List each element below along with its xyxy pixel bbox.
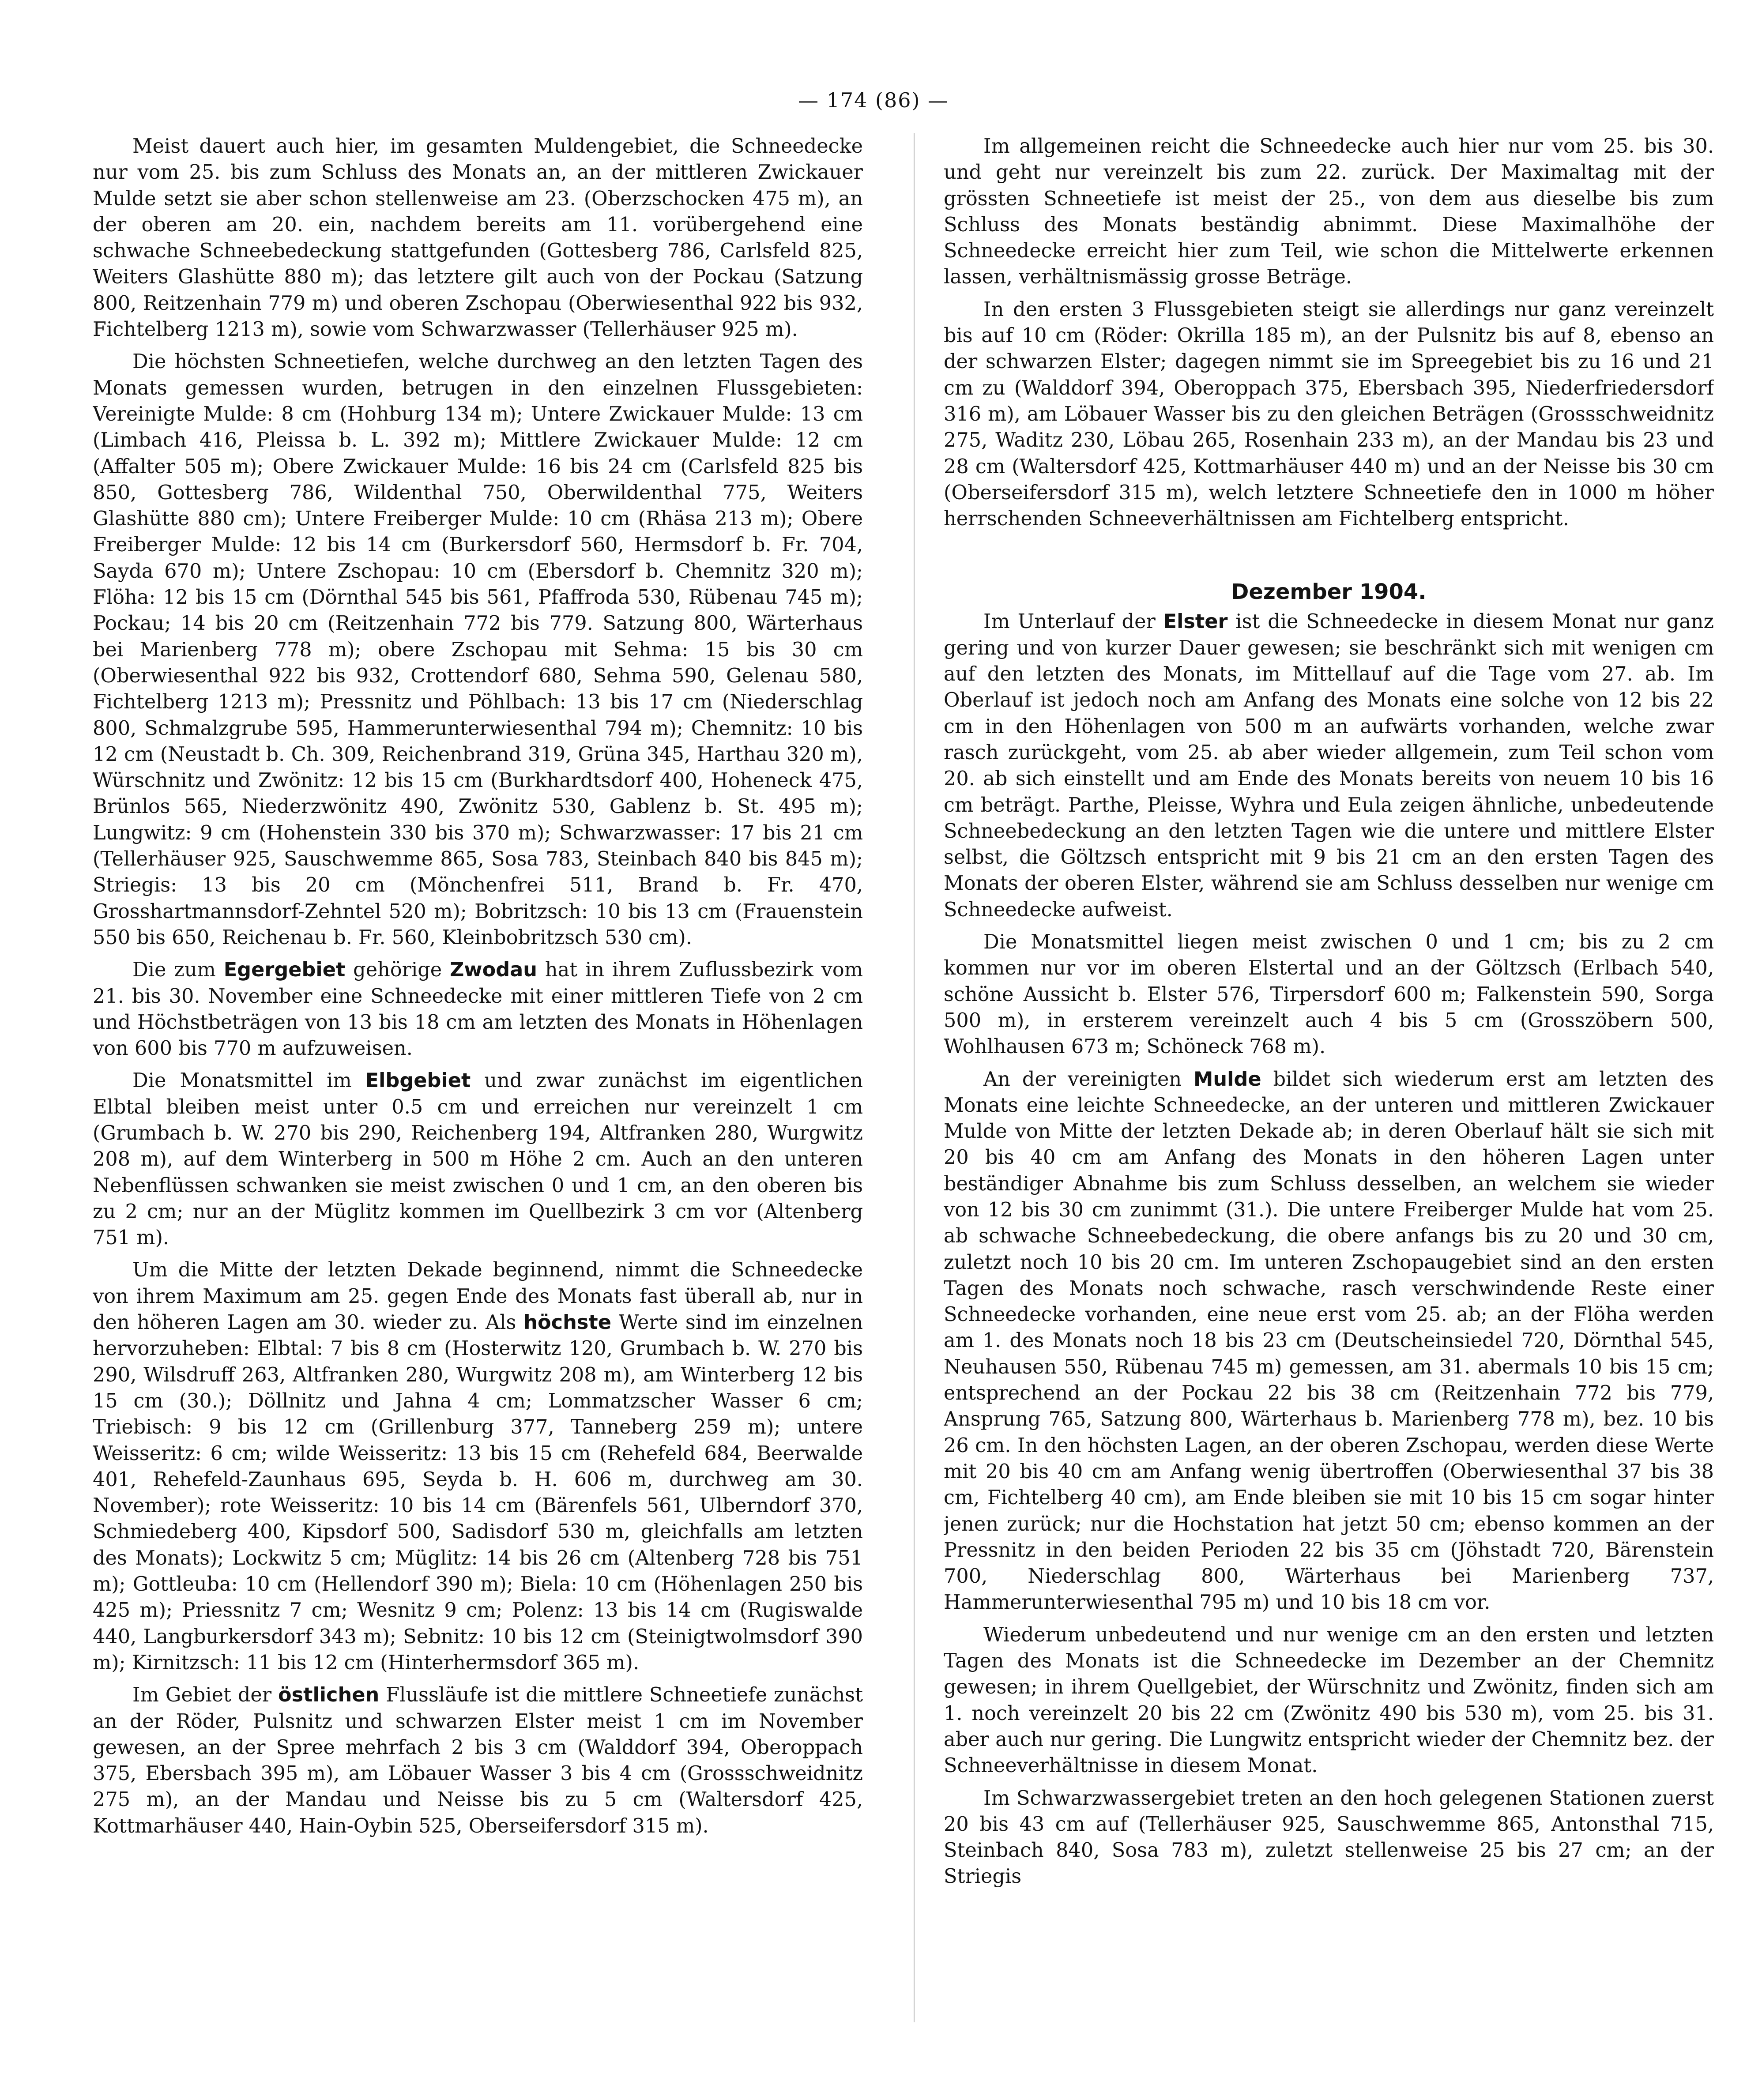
paragraph: [944, 1622, 1714, 1779]
text-run: Die zum: [132, 958, 224, 982]
column-divider: [914, 133, 915, 2022]
text-run: und zwar zunächst im eigentlichen Elbtal bleiben meist unter 0.5 cm und erreichen nur vereinzelt 1 cm (Grumbach b. W. 270 bis 290, Reichenberg 194, Altfranken 280, Wurgwitz 208 m), auf dem Winterberg in 500 m Höhe 2 cm. Auch an den unteren Nebenflüssen schwanken sie meist zwischen 0 und 1 cm, an den oberen bis zu 2 cm; nur an der Müglitz kommen im Quellbezirk 3 cm vor (Altenberg 751 m).: [93, 1069, 863, 1249]
text-run: Im Gebiet der: [132, 1683, 278, 1707]
paragraph: [944, 297, 1714, 532]
text-run: Um die Mitte der letzten Dekade beginnend, nimmt die Schneedecke von ihrem Maximum am 25. gegen Ende des Monats fast überall ab, nur in den höheren Lagen am 30. wieder zu. Als: [93, 1258, 863, 1334]
paragraph: [944, 1785, 1714, 1890]
paragraph: [944, 1066, 1714, 1616]
paragraph: [93, 1257, 863, 1676]
text-run: gehörige: [345, 958, 450, 982]
paragraph: [944, 133, 1714, 290]
emphasized-term: höchste: [523, 1311, 611, 1334]
text-run: Die Monatsmittel im: [132, 1069, 365, 1092]
emphasized-term: Elster: [1163, 610, 1228, 633]
text-run: An der vereinigten: [983, 1067, 1194, 1091]
text-run: Werte sind im einzelnen hervorzuheben: Elbtal: 7 bis 8 cm (Hosterwitz 120, Grumbach b. W. 270 bis 290, Wilsdruff 263, Altfranken 280, Wurgwitz 208 m), am Winterberg 12 bis 15 cm (30.); Döllnitz und Jahna 4 cm; Lommatzscher Wasser 6 cm; Triebisch: 9 bis 12 cm (Grillenburg 377, Tanneberg 259 m); untere Weisseritz: 6 cm; wilde Weisseritz: 13 bis 15 cm (Rehefeld 684, Beerwalde 401, Rehefeld-Zaunhaus 695, Seyda b. H. 606 m, durchweg am 30. November); rote Weisseritz: 10 bis 14 cm (Bärenfels 561, Ulberndorf 370, Schmiedeberg 400, Kipsdorf 500, Sadisdorf 530 m, gleichfalls am letzten des Monats); Lockwitz 5 cm; Müglitz: 14 bis 26 cm (Altenberg 728 bis 751 m); Gottleuba: 10 cm (Hellendorf 390 m); Biela: 10 cm (Höhenlagen 250 bis 425 m); Priessnitz 7 cm; Wesnitz 9 cm; Polenz: 13 bis 14 cm (Rugiswalde 440, Langburkersdorf 343 m); Sebnitz: 10 bis 12 cm (Steinigtwolmsdorf 390 m); Kirnitzsch: 11 bis 12 cm (Hinterhermsdorf 365 m).: [93, 1311, 863, 1674]
right-column: [944, 133, 1714, 2009]
paragraph: [944, 929, 1714, 1060]
left-column: [93, 133, 863, 2009]
emphasized-term: Zwodau: [450, 958, 538, 982]
paragraph: [944, 609, 1714, 923]
paragraph: [93, 957, 863, 1061]
text-run: Meist dauert auch hier, im gesamten Muldengebiet, die Schneedecke nur vom 25. bis zum Schluss des Monats an, an der mittleren Zwickauer Mulde setzt sie aber schon stellenweise am 23. (Oberzschocken 475 m), an der oberen am 20. ein, nachdem bereits am 11. vorübergehend eine schwache Schneebedeckung stattgefunden (Gottesberg 786, Carlsfeld 825, Weiters Glashütte 880 m); das letztere gilt auch von der Pockau (Satzung 800, Reitzenhain 779 m) und oberen Zschopau (Oberwiesenthal 922 bis 932, Fichtelberg 1213 m), sowie vom Schwarzwasser (Tellerhäuser 925 m).: [93, 135, 863, 341]
text-run: Flussläufe ist die mittlere Schneetiefe zunächst an der Röder, Pulsnitz und schwarzen Elster meist 1 cm im November gewesen, an der Spree mehrfach 2 bis 3 cm (Walddorf 394, Oberoppach 375, Ebersbach 395 m), am Löbauer Wasser 3 bis 4 cm (Grossschweidnitz 275 m), an der Mandau und Neisse bis zu 5 cm (Waltersdorf 425, Kottmarhäuser 440, Hain-Oybin 525, Oberseifersdorf 315 m).: [93, 1683, 863, 1837]
text-run: Im Schwarzwassergebiet treten an den hoch gelegenen Stationen zuerst 20 bis 43 cm auf (Tellerhäuser 925, Sauschwemme 865, Antonsthal 715, Steinbach 840, Sosa 783 m), zuletzt stellenweise 25 bis 27 cm; an der Striegis: [944, 1786, 1714, 1888]
text-run: bildet sich wiederum erst am letzten des Monats eine leichte Schneedecke, an der unteren und mittleren Zwickauer Mulde von Mitte der letzten Dekade ab; in deren Oberlauf hält sie sich mit 20 bis 40 cm am Anfang des Monats in den höheren Lagen unter beständiger Abnahme bis zum Schluss desselben, an welchem sie wieder von 12 bis 30 cm zunimmt (31.). Die untere Freiberger Mulde hat vom 25. ab schwache Schneebedeckung, die obere anfangs bis zu 20 und 30 cm, zuletzt noch 10 bis 20 cm. Im unteren Zschopaugebiet sind an den ersten Tagen des Monats noch schwache, rasch verschwindende Reste einer Schneedecke vorhanden, eine neue erst vom 25. ab; an der Flöha werden am 1. des Monats noch 18 bis 23 cm (Deutscheinsiedel 720, Dörnthal 545, Neuhausen 550, Rübenau 745 m) gemessen, am 31. abermals 10 bis 15 cm; entsprechend an der Pockau 22 bis 38 cm (Reitzenhain 772 bis 779, Ansprung 765, Satzung 800, Wärterhaus b. Marienberg 778 m), bez. 10 bis 26 cm. In den höchsten Lagen, an der oberen Zschopau, werden diese Werte mit 20 bis 40 cm am Anfang wenig übertroffen (Oberwiesenthal 37 bis 38 cm, Fichtelberg 40 cm), am Ende bleiben sie mit 10 bis 15 cm sogar hinter jenen zurück; nur die Hochstation hat jetzt 50 cm; ebenso kommen an der Pressnitz in den beiden Perioden 22 bis 35 cm (Jöhstadt 720, Bärenstein 700, Niederschlag 800, Wärterhaus bei Marienberg 737, Hammerunterwiesenthal 795 m) und 10 bis 18 cm vor.: [944, 1067, 1714, 1614]
text-run: Die Monatsmittel liegen meist zwischen 0 und 1 cm; bis zu 2 cm kommen nur vor im oberen Elstertal und an der Göltzsch (Erlbach 540, schöne Aussicht b. Elster 576, Tirpersdorf 600 m; Falkenstein 590, Sorga 500 m), in ersterem vereinzelt auch 4 bis 5 cm (Grosszöbern 500, Wohlhausen 673 m; Schöneck 768 m).: [944, 930, 1714, 1058]
emphasized-term: Elbgebiet: [365, 1069, 471, 1092]
paragraph: [93, 1068, 863, 1251]
emphasized-term: östlichen: [278, 1683, 380, 1707]
text-run: Im allgemeinen reicht die Schneedecke auch hier nur vom 25. bis 30. und geht nur vereinzelt bis zum 22. zurück. Der Maximaltag mit der grössten Schneetiefe ist meist der 25., von dem aus dieselbe bis zum Schluss des Monats beständig abnimmt. Diese Maximalhöhe der Schneedecke erreicht hier zum Teil, wie schon die Mittelwerte erkennen lassen, verhältnismässig grosse Beträge.: [944, 135, 1714, 289]
emphasized-term: Mulde: [1193, 1067, 1261, 1091]
emphasized-term: Egergebiet: [223, 958, 346, 982]
paragraph: [93, 349, 863, 951]
text-run: Im Unterlauf der: [983, 610, 1163, 633]
section-heading: Dezember 1904.: [1231, 580, 1427, 605]
paragraph: [93, 133, 863, 342]
text-run: hat in ihrem Zuflussbezirk vom 21. bis 30. November eine Schneedecke mit einer mittleren Tiefe von 2 cm und Höchstbeträgen von 13 bis 18 cm am letzten des Monats in Höhenlagen von 600 bis 770 m aufzuweisen.: [93, 958, 863, 1060]
text-run: Die höchsten Schneetiefen, welche durchweg an den letzten Tagen des Monats gemessen wurden, betrugen in den einzelnen Flussgebieten: Vereinigte Mulde: 8 cm (Hohburg 134 m); Untere Zwickauer Mulde: 13 cm (Limbach 416, Pleissa b. L. 392 m); Mittlere Zwickauer Mulde: 12 cm (Affalter 505 m); Obere Zwickauer Mulde: 16 bis 24 cm (Carlsfeld 825 bis 850, Gottesberg 786, Wildenthal 750, Oberwildenthal 775, Weiters Glashütte 880 cm); Untere Freiberger Mulde: 10 cm (Rhäsa 213 m); Obere Freiberger Mulde: 12 bis 14 cm (Burkersdorf 560, Hermsdorf b. Fr. 704, Sayda 670 m); Untere Zschopau: 10 cm (Ebersdorf b. Chemnitz 320 m); Flöha: 12 bis 15 cm (Dörnthal 545 bis 561, Pfaffroda 530, Rübenau 745 m); Pockau; 14 bis 20 cm (Reitzenhain 772 bis 779. Satzung 800, Wärterhaus bei Marienberg 778 m); obere Zschopau mit Sehma: 15 bis 30 cm (Oberwiesenthal 922 bis 932, Crottendorf 680, Sehma 590, Gelenau 580, Fichtelberg 1213 m); Pressnitz und Pöhlbach: 13 bis 17 cm (Niederschlag 800, Schmalzgrube 595, Hammerunterwiesenthal 794 m); Chemnitz: 10 bis 12 cm (Neustadt b. Ch. 309, Reichenbrand 319, Grüna 345, Harthau 320 m), Würschnitz und Zwönitz: 12 bis 15 cm (Burkhardtsdorf 400, Hoheneck 475, Brünlos 565, Niederzwönitz 490, Zwönitz 530, Gablenz b. St. 495 m); Lungwitz: 9 cm (Hohenstein 330 bis 370 m); Schwarzwasser: 17 bis 21 cm (Tellerhäuser 925, Sauschwemme 865, Sosa 783, Steinbach 840 bis 845 m); Striegis: 13 bis 20 cm (Mönchenfrei 511, Brand b. Fr. 470, Grosshartmannsdorf-Zehntel 520 m); Bobritzsch: 10 bis 13 cm (Frauenstein 550 bis 650, Reichenau b. Fr. 560, Kleinbobritzsch 530 cm).: [93, 350, 863, 949]
page-header: — 174 (86) —: [798, 88, 949, 112]
text-run: ist die Schneedecke in diesem Monat nur ganz gering und von kurzer Dauer gewesen; sie beschränkt sich mit wenigen cm auf den letzten des Monats, im Mittellauf auf die Tage vom 27. ab. Im Oberlauf ist jedoch noch am Anfang des Monats eine solche von 12 bis 22 cm in den Höhenlagen von 500 m an aufwärts vorhanden, welche zwar rasch zurückgeht, vom 25. ab aber wieder allgemein, zum Teil schon vom 20. ab sich einstellt und am Ende des Monats bereits von neuem 10 bis 16 cm beträgt. Parthe, Pleisse, Wyhra und Eula zeigen ähnliche, unbedeutende Schneebedeckung an den letzten Tagen wie die untere und mittlere Elster selbst, die Göltzsch entspricht mit 9 bis 21 cm an den ersten Tagen des Monats der oberen Elster, während sie am Schluss desselben nur wenige cm Schneedecke aufweist.: [944, 610, 1714, 921]
text-run: In den ersten 3 Flussgebieten steigt sie allerdings nur ganz vereinzelt bis auf 10 cm (Röder: Okrilla 185 m), an der Pulsnitz bis auf 8, ebenso an der schwarzen Elster; dagegen nimmt sie im Spreegebiet bis zu 16 und 21 cm zu (Walddorf 394, Oberoppach 375, Ebersbach 395, Niederfriedersdorf 316 m), am Löbauer Wasser bis zu den gleichen Beträgen (Grossschweidnitz 275, Waditz 230, Löbau 265, Rosenhain 233 m), an der Mandau bis 23 und 28 cm (Waltersdorf 425, Kottmarhäuser 440 m) und an der Neisse bis 30 cm (Oberseifersdorf 315 m), welch letztere Schneetiefe den in 1000 m höher herrschenden Schneeverhältnissen am Fichtelberg entspricht.: [944, 297, 1714, 531]
paragraph: [93, 1682, 863, 1839]
text-run: Wiederum unbedeutend und nur wenige cm an den ersten und letzten Tagen des Monats ist die Schneedecke im Dezember an der Chemnitz gewesen; in ihrem Quellgebiet, der Würschnitz und Zwönitz, finden sich am 1. noch vereinzelt 20 bis 22 cm (Zwönitz 490 bis 530 m), vom 25. bis 31. aber auch nur gering. Die Lungwitz entspricht wieder der Chemnitz bez. der Schneeverhältnisse in diesem Monat.: [944, 1623, 1714, 1777]
